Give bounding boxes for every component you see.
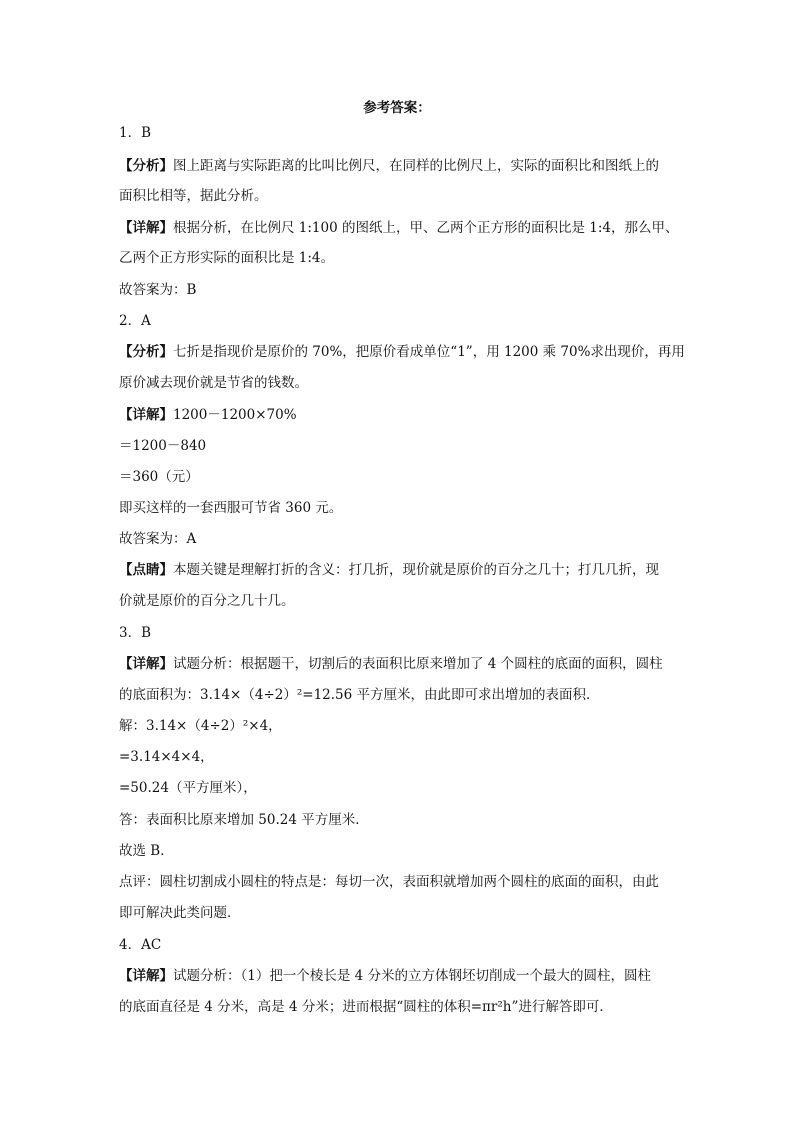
section-tag: 【详解】: [119, 656, 173, 672]
text-line: 即可解决此类问题．: [119, 905, 241, 921]
page-title: 参考答案：: [363, 100, 431, 116]
text-line: 【详解】试题分析：根据题干，切割后的表面积比原来增加了 4 个圆柱的底面的面积，圆柱: [119, 656, 663, 672]
text-line: 的底面直径是 4 分米，高是 4 分米；进而根据“圆柱的体积=πr²h”进行解答即可．: [119, 999, 613, 1015]
answer-number: 3．B: [119, 625, 152, 641]
section-tag: 【详解】: [119, 407, 173, 423]
text-line: 乙两个正方形实际的面积比是 1:4。: [119, 250, 335, 266]
answer-line: 故选 B．: [119, 843, 174, 859]
formula-line: =3.14×4×4，: [119, 749, 214, 765]
answer-number: 1．B: [119, 125, 152, 141]
text-line: 答：表面积比原来增加 50.24 平方厘米．: [119, 812, 369, 828]
text-line: 【点睛】本题关键是理解打折的含义：打几折，现价就是原价的百分之几十；打几几折，现: [119, 562, 659, 578]
section-tag: 【点睛】: [119, 562, 173, 578]
text-line: 原价减去现价就是节省的钱数。: [119, 375, 308, 391]
text-line: 【详解】根据分析，在比例尺 1:100 的图纸上，甲、乙两个正方形的面积比是 1:4，那么甲、: [119, 220, 679, 236]
text-line: 面积比相等，据此分析。: [119, 188, 268, 204]
formula-line: =50.24（平方厘米），: [119, 780, 257, 796]
text-line: 即买这样的一套西服可节省 360 元。: [119, 500, 343, 516]
answer-line: 故答案为：B: [119, 282, 197, 298]
text-line: 点评：圆柱切割成小圆柱的特点是：每切一次，表面积就增加两个圆柱的底面的面积，由此: [119, 874, 659, 890]
section-tag: 【详解】: [119, 968, 173, 984]
text-line: 价就是原价的百分之几十几。: [119, 593, 295, 609]
text-line: 【分析】图上距离与实际距离的比叫比例尺，在同样的比例尺上，实际的面积比和图纸上的: [119, 158, 659, 174]
text-line: 【分析】七折是指现价是原价的 70%，把原价看成单位“1”，用 1200 乘 70%求出现价，再用: [119, 344, 685, 360]
text-line: 【详解】试题分析：（1）把一个棱长是 4 分米的立方体钢坯切削成一个最大的圆柱，圆柱: [119, 968, 652, 984]
section-tag: 【详解】: [119, 220, 173, 236]
answer-line: 故答案为：A: [119, 531, 197, 547]
formula-line: 解：3.14×（4÷2）²×4，: [119, 718, 282, 734]
section-tag: 【分析】: [119, 344, 173, 360]
answer-number: 2．A: [119, 313, 151, 329]
section-tag: 【分析】: [119, 158, 173, 174]
formula-line: ＝360（元）: [119, 469, 199, 485]
text-line: 【详解】1200－1200×70%: [119, 407, 297, 423]
text-line: 的底面积为：3.14×（4÷2）²=12.56 平方厘米，由此即可求出增加的表面积．: [119, 687, 600, 703]
formula-line: ＝1200－840: [119, 438, 207, 454]
answer-number: 4．AC: [119, 937, 162, 953]
